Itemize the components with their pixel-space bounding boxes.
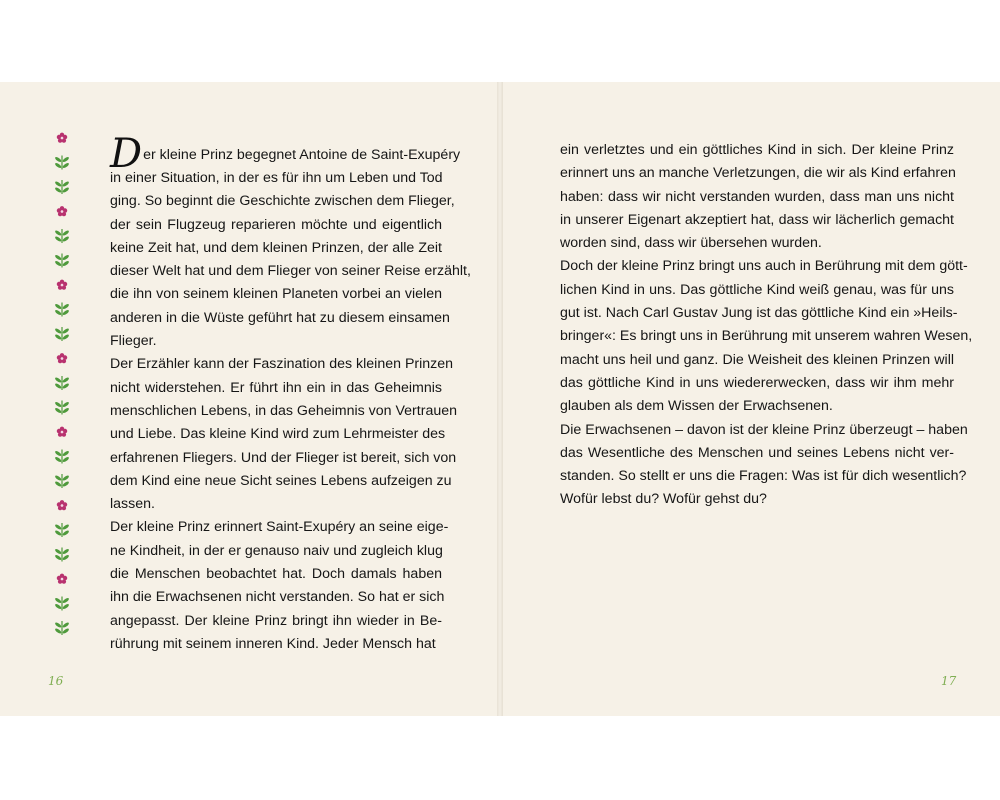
right-page xyxy=(503,82,1000,716)
text-line: die Menschen beobachtet hat. Doch damals haben xyxy=(110,566,442,583)
leaf-sprig-icon xyxy=(54,376,69,390)
text-line: und Liebe. Das kleine Kind wird zum Lehrmeister des xyxy=(110,426,446,443)
text-line: Wofür lebst du? Wofür gehst du? xyxy=(560,491,767,508)
text-line: Die Erwachsenen – davon ist der kleine Prinz überzeugt – haben xyxy=(560,421,968,438)
text-line: glauben als dem Wissen der Erwachsenen. xyxy=(560,398,833,415)
text-line: angepasst. Der kleine Prinz bringt ihn wieder in Be- xyxy=(110,612,442,629)
text-line: die ihn von seinem kleinen Planeten vorbei an vielen xyxy=(110,286,442,303)
leaf-sprig-icon xyxy=(54,621,69,635)
text-line: menschlichen Lebens, in das Geheimnis von Vertrauen xyxy=(110,402,458,419)
text-line: nicht widerstehen. Er führt ihn ein in das Geheimnis xyxy=(110,379,442,396)
leaf-sprig-icon xyxy=(54,254,69,268)
leaf-sprig-icon xyxy=(54,229,69,243)
text-line: das göttliche Kind in uns wiedererwecken, dass wir ihm mehr xyxy=(560,374,954,391)
leaf-sprig-icon xyxy=(54,450,69,464)
flower-icon xyxy=(57,574,67,584)
text-line: Der kleine Prinz erinnert Saint-Exupéry an seine eige- xyxy=(110,519,449,536)
page-number-right: 17 xyxy=(941,674,957,688)
text-line: ne Kindheit, in der er genauso naiv und zugleich klug xyxy=(110,542,443,559)
leaf-sprig-icon xyxy=(54,401,69,415)
leaf-sprig-icon xyxy=(54,523,69,537)
text-line: in unserer Eigenart akzeptiert hat, dass wir lächerlich gemacht xyxy=(560,211,954,228)
text-line: gut ist. Nach Carl Gustav Jung ist das göttliche Kind ein »Heils- xyxy=(560,305,958,322)
text-line: standen. So stellt er uns die Fragen: Was ist für dich wesentlich? xyxy=(560,468,967,485)
text-line: keine Zeit hat, und dem kleinen Prinzen, der alle Zeit xyxy=(110,239,442,256)
text-line: erinnert uns an manche Verletzungen, die wir als Kind erfahren xyxy=(560,165,956,182)
left-page-text xyxy=(110,131,471,656)
text-line: ging. So beginnt die Geschichte zwischen dem Flieger, xyxy=(110,193,455,210)
first-line-text: er kleine Prinz begegnet Antoine de Saint-Exupéry xyxy=(143,146,461,163)
text-line: in einer Situation, in der es für ihn um Leben und Tod xyxy=(110,170,443,186)
drop-cap: D xyxy=(110,131,143,177)
text-line: rührung mit seinem inneren Kind. Jeder Mensch hat xyxy=(110,635,436,652)
leaf-sprig-icon xyxy=(54,303,69,317)
text-line: haben: dass wir nicht verstanden wurden, dass man uns nicht xyxy=(560,188,954,205)
text-line: Der Erzähler kann der Faszination des kleinen Prinzen xyxy=(110,356,454,373)
flower-icon xyxy=(57,206,67,216)
flower-icon xyxy=(57,353,67,363)
leaf-sprig-icon xyxy=(54,156,69,170)
text-line: lichen Kind in uns. Das göttliche Kind weiß genau, was für uns xyxy=(560,281,954,298)
flower-icon xyxy=(57,280,67,290)
text-line: der sein Flugzeug reparieren möchte und eigentlich xyxy=(110,216,442,233)
text-line: anderen in die Wüste geführt hat zu diesem einsamen xyxy=(110,309,450,326)
leaf-sprig-icon xyxy=(54,327,69,341)
book-spread xyxy=(0,82,1000,716)
text-line: bringer«: Es bringt uns in Berührung mit unserem wahren Wesen, xyxy=(560,328,973,345)
page-number-left: 16 xyxy=(48,674,64,688)
flower-icon xyxy=(57,427,67,437)
flower-icon xyxy=(57,133,67,143)
first-line xyxy=(110,131,461,177)
left-page xyxy=(0,82,497,716)
text-line: ihn die Erwachsenen nicht verstanden. So hat er sich xyxy=(110,589,445,606)
leaf-sprig-icon xyxy=(54,474,69,488)
leaf-sprig-icon xyxy=(54,548,69,562)
right-page-text xyxy=(560,139,973,512)
leaf-sprig-icon xyxy=(54,180,69,194)
text-line: Flieger. xyxy=(110,333,157,350)
text-line: erfahrenen Fliegers. Und der Flieger ist bereit, sich von xyxy=(110,449,457,466)
text-line: lassen. xyxy=(110,496,155,513)
text-line: worden sind, dass wir übersehen wurden. xyxy=(560,235,822,252)
floral-border-ornament xyxy=(51,132,73,642)
text-line: dem Kind eine neue Sicht seines Lebens aufzeigen zu xyxy=(110,472,452,489)
text-line: dieser Welt hat und dem Flieger von seiner Reise erzählt, xyxy=(110,263,471,280)
text-line: Doch der kleine Prinz bringt uns auch in Berührung mit dem gött- xyxy=(560,258,968,275)
leaf-sprig-icon xyxy=(54,597,69,611)
text-line: das Wesentliche des Menschen und seines Lebens nicht ver- xyxy=(560,444,954,461)
flower-icon xyxy=(57,500,67,510)
text-line: ein verletztes und ein göttliches Kind in sich. Der kleine Prinz xyxy=(560,142,954,158)
text-line: macht uns heil und ganz. Die Weisheit des kleinen Prinzen will xyxy=(560,351,954,368)
